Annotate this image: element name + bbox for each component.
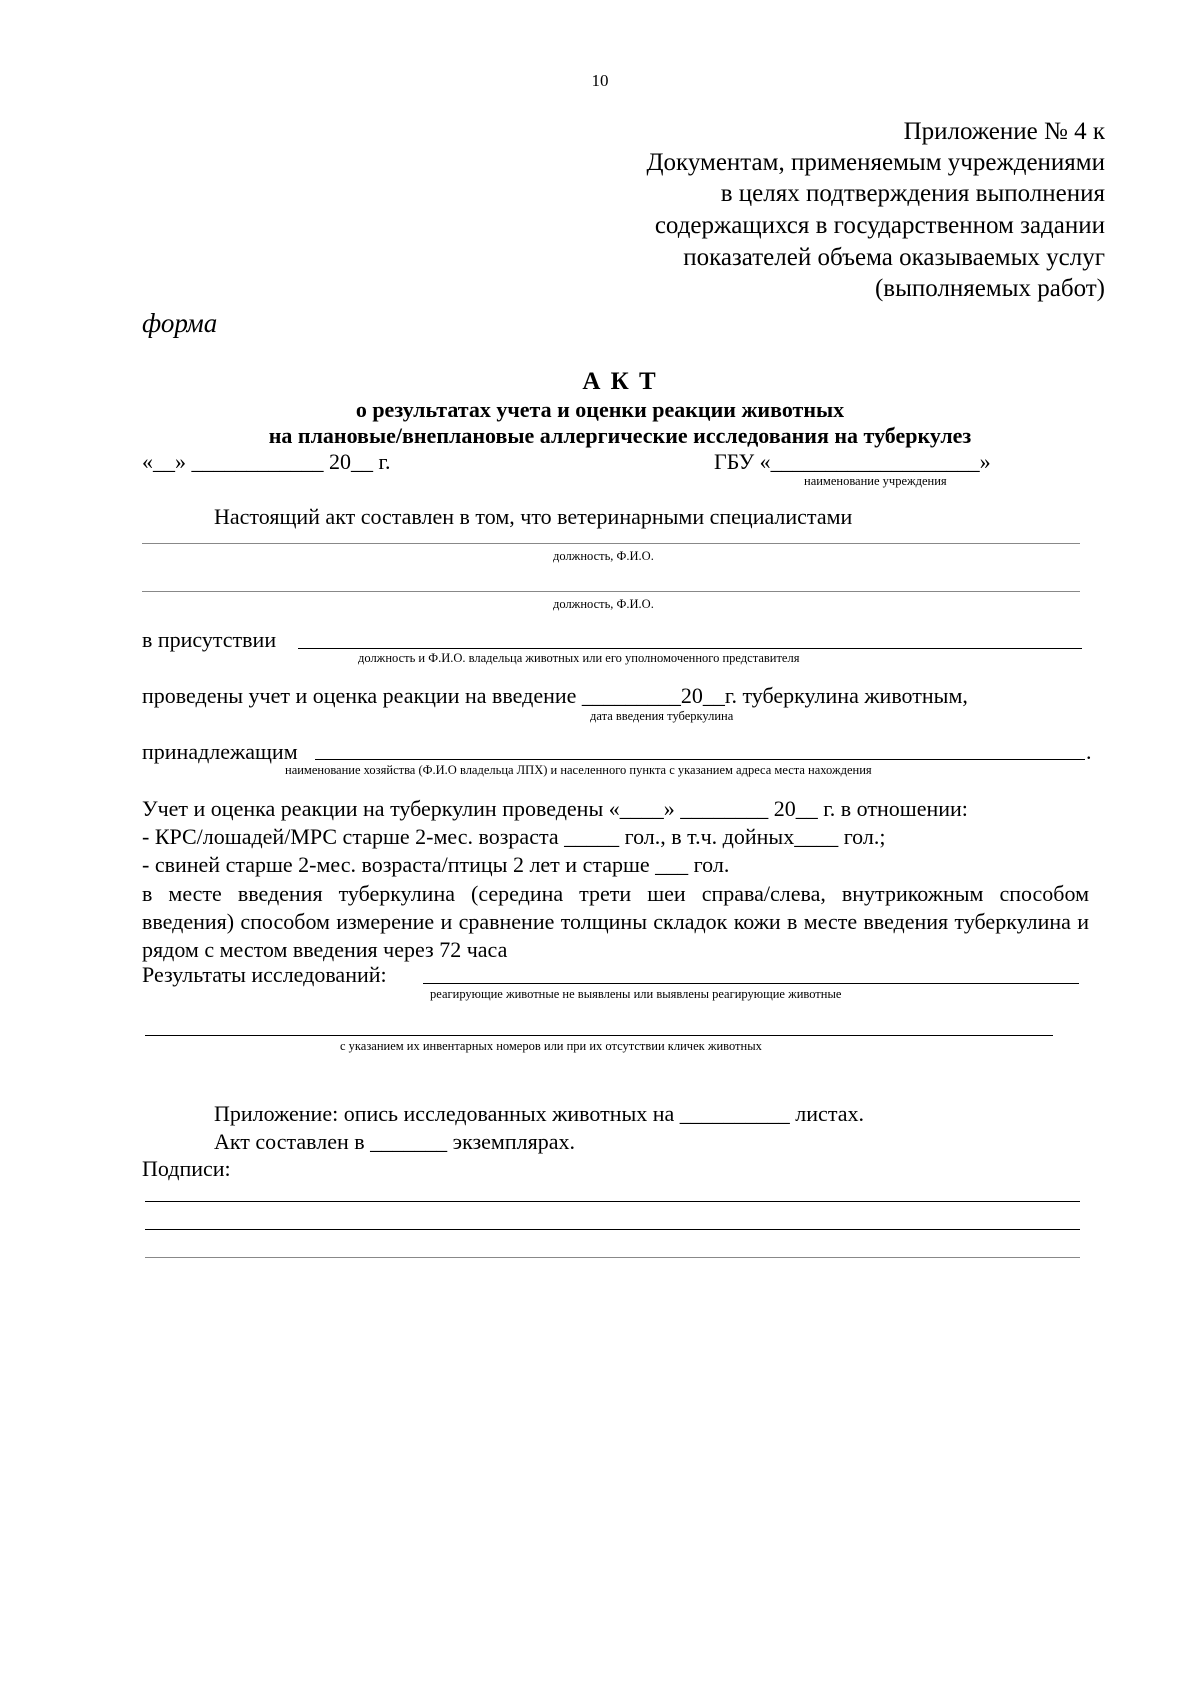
- belonging-caption: наименование хозяйства (Ф.И.О владельца ЛПХ) и населенного пункта с указанием адреса места нахождения: [285, 763, 872, 777]
- presence-caption: должность и Ф.И.О. владельца животных или его уполномоченного представителя: [358, 651, 800, 665]
- act-subtitle-2: на плановые/внеплановые аллергические исследования на туберкулез: [268, 423, 972, 448]
- copies-text: Акт составлен в _______ экземплярах.: [214, 1129, 575, 1154]
- belonging-label: принадлежащим: [142, 739, 298, 764]
- page-number: 10: [591, 71, 609, 90]
- results-line-2: [145, 1035, 1053, 1036]
- results-line-1: [423, 983, 1079, 984]
- specialist-caption-1: должность, Ф.И.О.: [553, 549, 654, 563]
- date-field: «__» ____________ 20__ г.: [142, 449, 391, 474]
- signature-line-2: [145, 1229, 1080, 1230]
- act-subtitle-1: о результатах учета и оценки реакции животных: [355, 397, 845, 422]
- belonging-line: [315, 759, 1085, 760]
- presence-line: [298, 648, 1082, 649]
- conducted-text: проведены учет и оценка реакции на введение _________20__г. туберкулина животным,: [142, 683, 968, 708]
- body-paragraph: в месте введения туберкулина (середина трети шеи справа/слева, внутрикожным способом введения) способом измерение и сравнение толщины складок кожи в месте введения туберкулина и рядом с местом введения через 72 часа: [142, 881, 1089, 962]
- intro-text: Настоящий акт составлен в том, что ветеринарными специалистами: [214, 504, 853, 529]
- appendix-line-1: Приложение № 4 к: [903, 118, 1105, 145]
- results-caption-1: реагирующие животные не выявлены или выявлены реагирующие животные: [430, 987, 842, 1001]
- conducted-caption: дата введения туберкулина: [590, 709, 734, 723]
- results-label: Результаты исследований:: [142, 962, 387, 987]
- act-title: А К Т: [582, 368, 658, 395]
- body-line-3: - свиней старше 2-мес. возраста/птицы 2 лет и старше ___ гол.: [142, 852, 730, 877]
- appendix-line-2: Документам, применяемым учреждениями: [646, 149, 1105, 176]
- specialist-line-1: [142, 543, 1080, 544]
- appendix-line-3: в целях подтверждения выполнения: [720, 180, 1105, 207]
- body-line-2: - КРС/лошадей/МРС старше 2-мес. возраста _____ гол., в т.ч. дойных____ гол.;: [142, 824, 886, 849]
- results-caption-2: с указанием их инвентарных номеров или при их отсутствии кличек животных: [340, 1039, 762, 1053]
- signatures-label: Подписи:: [142, 1156, 231, 1181]
- appendix-line-4: содержащихся в государственном задании: [654, 212, 1105, 239]
- body-line-1: Учет и оценка реакции на туберкулин проведены «____» ________ 20__ г. в отношении:: [142, 796, 968, 821]
- specialist-caption-2: должность, Ф.И.О.: [553, 597, 654, 611]
- institution-caption: наименование учреждения: [804, 474, 947, 488]
- appendix-line-6: (выполняемых работ): [874, 275, 1105, 302]
- form-label: форма: [142, 308, 218, 338]
- presence-label: в присутствии: [142, 627, 277, 652]
- specialist-line-2: [142, 591, 1080, 592]
- signature-line-3: [145, 1257, 1080, 1258]
- appendix-line-5: показателей объема оказываемых услуг: [683, 244, 1105, 271]
- belonging-end: .: [1086, 739, 1092, 764]
- attachment-text: Приложение: опись исследованных животных на __________ листах.: [214, 1101, 864, 1126]
- institution-field: ГБУ «___________________»: [714, 449, 991, 474]
- signature-line-1: [145, 1201, 1080, 1202]
